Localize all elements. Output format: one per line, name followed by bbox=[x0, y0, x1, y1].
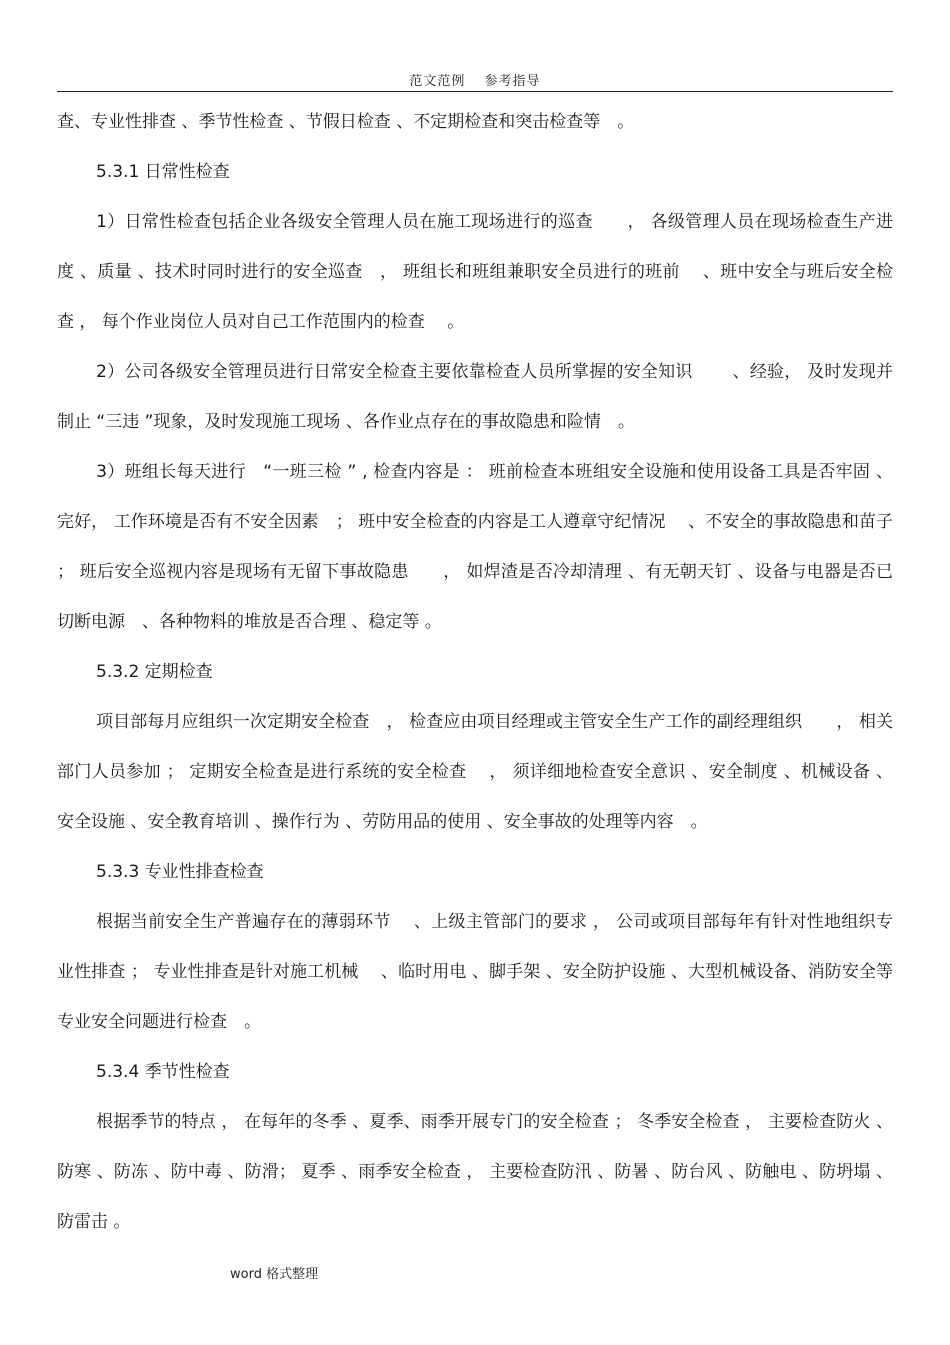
body-paragraph: 1）日常性检查包括企业各级安全管理人员在施工现场进行的巡查 ， 各级管理人员在现场检查生产进度 、质量 、技术时同时进行的安全巡查 ， 班组长和班组兼职安全员进行的班前 、班中安全与班后安全检查 ， 每个作业岗位人员对自己工作范围内的检查 。 bbox=[57, 212, 893, 332]
body-paragraph: 3）班组长每天进行 “一班三检 ” , 检查内容是 ： 班前检查本班组安全设施和使用设备工具是否牢固 、完好， 工作环境是否有不安全因素 ； 班中安全检查的内容是工人遵章守纪情况 、不安全的事故隐患和苗子 ； 班后安全巡视内容是现场有无留下事故隐患 ， 如焊渣是否冷却清理 、有无朝天钉 、设备与电器是否已切断电源 、各种物料的堆放是否合理 、稳定等 。 bbox=[57, 462, 893, 632]
continuation-paragraph: 查、专业性排查 、季节性检查 、节假日检查 、不定期检查和突击检查等 。 bbox=[57, 112, 635, 132]
section-heading-5-3-3: 5.3.3 专业性排查检查 bbox=[96, 862, 264, 882]
section-heading-5-3-2: 5.3.2 定期检查 bbox=[96, 662, 213, 682]
body-paragraph: 2）公司各级安全管理员进行日常安全检查主要依靠检查人员所掌握的安全知识 、经验， 及时发现并制止 “三违 ”现象，及时发现施工现场 、各作业点存在的事故隐患和险情 。 bbox=[57, 362, 893, 432]
page-header: 范文范例 参考指导 bbox=[409, 74, 541, 89]
body-paragraph: 根据当前安全生产普遍存在的薄弱环节 、上级主管部门的要求 ， 公司或项目部每年有针对性地组织专业性排查 ； 专业性排查是针对施工机械 、临时用电 、脚手架 、安全防护设施 、大型机械设备、消防安全等专业安全问题进行检查 。 bbox=[57, 912, 893, 1032]
document-body bbox=[57, 97, 893, 1247]
body-paragraph: 项目部每月应组织一次定期安全检查 ， 检查应由项目经理或主管安全生产工作的副经理组织 ， 相关部门人员参加 ； 定期安全检查是进行系统的安全检查 ， 须详细地检查安全意识 、安全制度 、机械设备 、安全设施 、安全教育培训 、操作行为 、劳防用品的使用 、安全事故的处理等内容 。 bbox=[57, 712, 893, 832]
body-paragraph: 根据季节的特点 ， 在每年的冬季 、夏季、雨季开展专门的安全检查 ； 冬季安全检查 ， 主要检查防火 、防寒 、防冻 、防中毒 、防滑； 夏季 、雨季安全检查 ， 主要检查防汛 、防暑 、防台风 、防触电 、防坍塌 、防雷击 。 bbox=[57, 1112, 893, 1232]
page-footer: word 格式整理 bbox=[230, 1267, 319, 1282]
header-divider bbox=[57, 91, 893, 92]
section-heading-5-3-1: 5.3.1 日常性检查 bbox=[96, 162, 230, 182]
section-heading-5-3-4: 5.3.4 季节性检查 bbox=[96, 1062, 230, 1082]
